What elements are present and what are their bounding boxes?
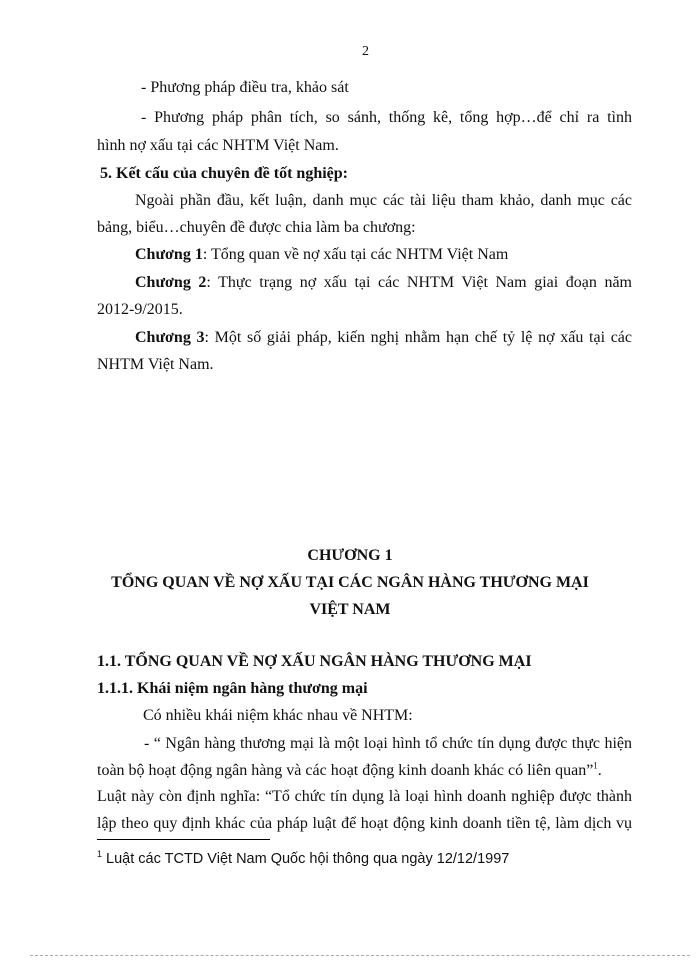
chapter2-text-line2: 2012-9/2015. (97, 301, 183, 318)
concept-intro: Có nhiều khái niệm khác nhau về NHTM: (143, 707, 413, 724)
chapter-number: CHƯƠNG 1 (307, 547, 393, 564)
footnote-mark: 1 (97, 849, 103, 860)
definition-line2: lập theo quy định khác của pháp luật để hoạt động kinh doanh tiền tệ, làm dịch vụ (97, 815, 632, 832)
method-item-analysis-line1: - Phương pháp phân tích, so sánh, thống kê, tổng hợp…để chỉ ra tình (141, 109, 632, 126)
chapter-title-line2: VIỆT NAM (309, 601, 391, 618)
chapter1-label: Chương 1 (135, 246, 203, 263)
structure-intro-line1: Ngoài phần đầu, kết luận, danh mục các tài liệu tham khảo, danh mục các (135, 192, 632, 209)
chapter2-text-line1: : Thực trạng nợ xấu tại các NHTM Việt Nam giai đoạn năm (206, 274, 633, 291)
footnote (97, 849, 509, 869)
structure-heading: 5. Kết cấu của chuyên đề tốt nghiệp: (100, 165, 348, 182)
method-item-analysis-line2: hình nợ xấu tại các NHTM Việt Nam. (97, 137, 339, 154)
chapter3-text-line1: : Một số giải pháp, kiến nghị nhằm hạn chế tỷ lệ nợ xấu tại các (204, 329, 633, 346)
quote-line2-text: toàn bộ hoạt động ngân hàng và các hoạt động kinh doanh khác có liên quan” (97, 762, 594, 779)
chapter1-text: : Tổng quan về nợ xấu tại các NHTM Việt Nam (202, 246, 509, 263)
footnote-ref: 1 (593, 760, 598, 771)
definition-line1: Luật này còn định nghĩa: “Tổ chức tín dụng là loại hình doanh nghiệp được thành (97, 788, 632, 805)
structure-intro-line2: bảng, biểu…chuyên đề được chia làm ba chương: (97, 219, 416, 236)
section-heading: 1.1. TỔNG QUAN VỀ NỢ XẤU NGÂN HÀNG THƯƠNG MẠI (97, 653, 532, 670)
chapter-title-line1: TỔNG QUAN VỀ NỢ XẤU TẠI CÁC NGÂN HÀNG THƯƠNG MẠI (111, 574, 589, 591)
chapter3-summary (135, 327, 632, 349)
page-number: 2 (362, 44, 369, 59)
chapter2-summary (135, 272, 632, 294)
quote-end: . (597, 762, 602, 779)
quote-line1: - “ Ngân hàng thương mại là một loại hình tổ chức tín dụng được thực hiện (144, 735, 632, 752)
method-item-survey: - Phương pháp điều tra, khảo sát (141, 79, 349, 96)
page-break-line (30, 955, 690, 956)
footnote-separator (97, 839, 270, 840)
subsection-heading: 1.1.1. Khái niệm ngân hàng thương mại (97, 680, 368, 697)
quote-line2 (97, 760, 632, 782)
footnote-text: Luật các TCTD Việt Nam Quốc hội thông qua ngày 12/12/1997 (102, 851, 510, 867)
chapter1-summary (135, 244, 508, 266)
chapter3-label: Chương 3 (135, 329, 205, 346)
chapter3-text-line2: NHTM Việt Nam. (97, 356, 214, 373)
chapter2-label: Chương 2 (135, 274, 207, 291)
